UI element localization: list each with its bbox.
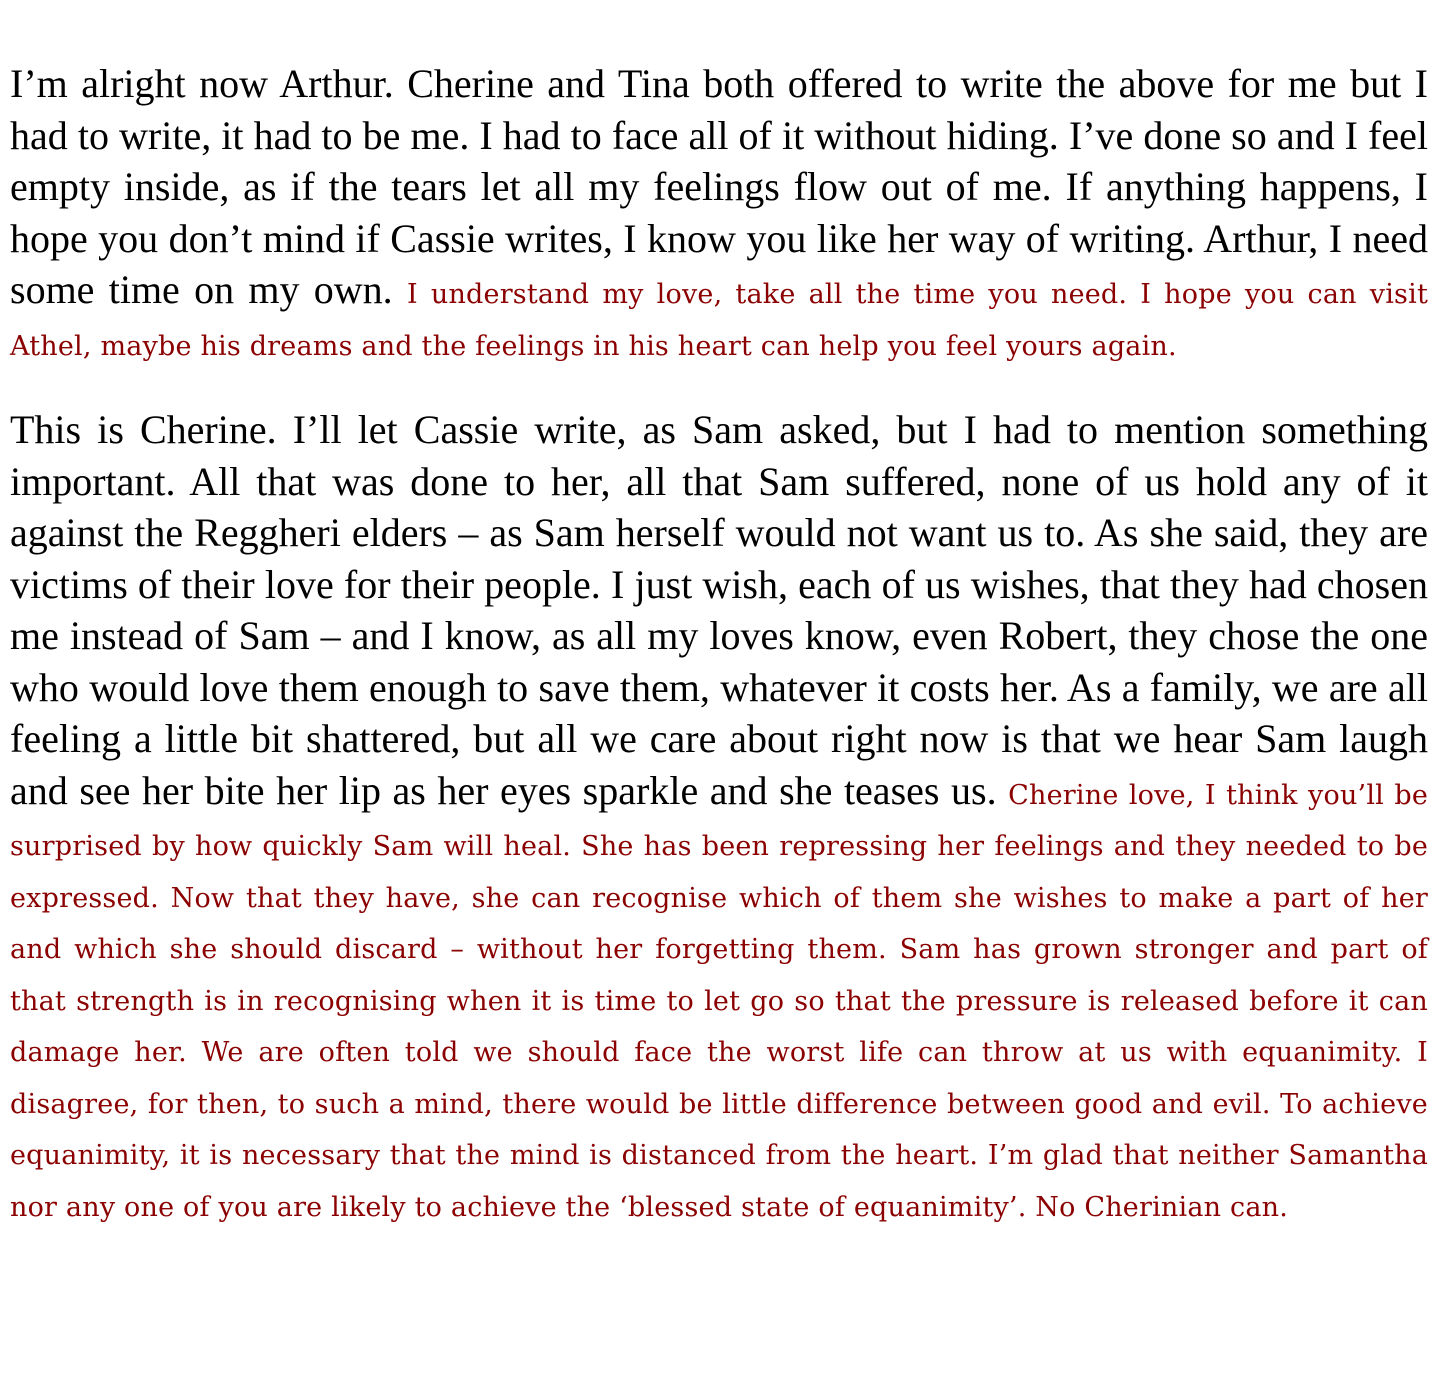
paragraph-cherine [10,404,1428,1228]
paragraph-sam-text: I’m alright now Arthur. Cherine and Tina both offered to write the above for me but I had to write, it had to be me. I had to face all of it without hiding. I’ve done so and I feel empty inside, as if the tears let all my feelings flow out of me. If anything happens, I hope you don’t mind if Cassie writes, I know you like her way of writing. Arthur, I need some time on my own. [10,61,1428,312]
reply-to-cherine: Cherine love, I think you’ll be surprised by how quickly Sam will heal. She has been repressing her feelings and they needed to be expressed. Now that they have, she can recognise which of them she wishes to make a part of her and which she should discard – without her forgetting them. Sam has grown stronger and part of that strength is in recognising when it is time to let go so that the pressure is released before it can damage her. We are often told we should face the worst life can throw at us with equanimity. I disagree, for then, to such a mind, there would be little difference between good and evil. To achieve equanimity, it is necessary that the mind is distanced from the heart. I’m glad that neither Samantha nor any one of you are likely to achieve the ‘blessed state of equanimity’. No Cherinian can. [10,779,1429,1223]
letter-page [10,58,1428,1228]
paragraph-cherine-text: This is Cherine. I’ll let Cassie write, as Sam asked, but I had to mention something important. All that was done to her, all that Sam suffered, none of us hold any of it against the Reggheri elders – as Sam herself would not want us to. As she said, they are victims of their love for their people. I just wish, each of us wishes, that they had chosen me instead of Sam – and I know, as all my loves know, even Robert, they chose the one who would love them enough to save them, whatever it costs her. As a family, we are all feeling a little bit shattered, but all we care about right now is that we hear Sam laugh and see her bite her lip as her eyes sparkle and she teases us. [10,407,1428,813]
paragraph-sam [10,58,1428,367]
reply-to-sam: I understand my love, take all the time you need. I hope you can visit Athel, maybe his dreams and the feelings in his heart can help you feel yours again. [10,279,1429,362]
